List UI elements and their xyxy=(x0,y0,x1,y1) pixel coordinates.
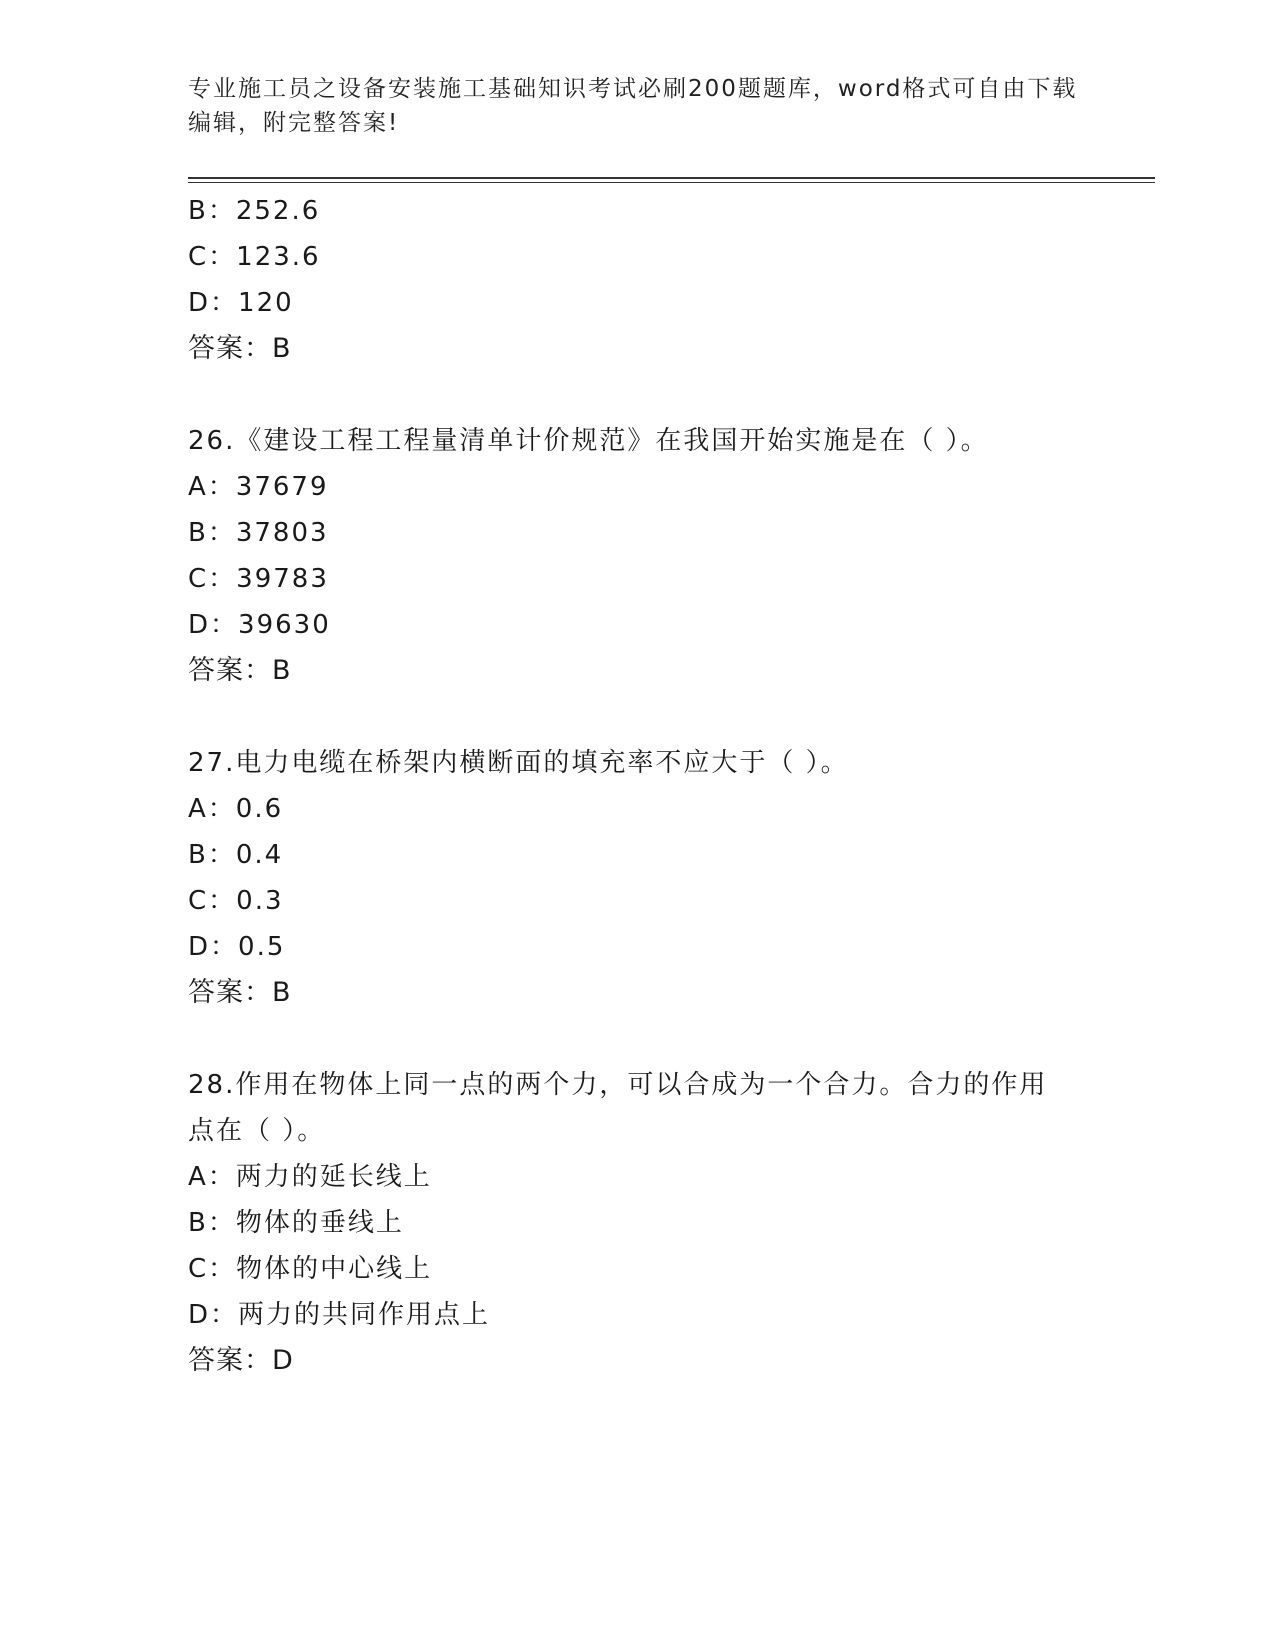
option-b: B：37803 xyxy=(188,518,329,548)
question-text-line-1: 28.作用在物体上同一点的两个力，可以合成为一个合力。合力的作用 xyxy=(188,1070,1048,1100)
answer-label: 答案：B xyxy=(188,977,292,1008)
option-b: B：0.4 xyxy=(188,840,284,870)
option-c: C：123.6 xyxy=(188,242,321,272)
option-a: A：两力的延长线上 xyxy=(188,1162,432,1192)
option-c: C：39783 xyxy=(188,564,329,594)
option-d: D：120 xyxy=(188,288,294,318)
option-c: C：0.3 xyxy=(188,886,284,916)
question-text: 27.电力电缆在桥架内横断面的填充率不应大于（ ）。 xyxy=(188,748,849,778)
option-c: C：物体的中心线上 xyxy=(188,1254,433,1284)
question-list xyxy=(188,188,1128,1384)
header-divider-thick xyxy=(188,177,1155,179)
header-title-line-1: 专业施工员之设备安装施工基础知识考试必刷200题题库，word格式可自由下载 xyxy=(188,76,1078,102)
answer-label: 答案：B xyxy=(188,655,292,686)
page-header xyxy=(188,72,1088,140)
option-d: D：0.5 xyxy=(188,932,286,962)
header-title-line-2: 编辑，附完整答案! xyxy=(188,110,400,136)
option-d: D：两力的共同作用点上 xyxy=(188,1300,491,1330)
option-a: A：37679 xyxy=(188,472,329,502)
question-block-28 xyxy=(188,1062,1128,1384)
answer-label: 答案：B xyxy=(188,333,292,364)
question-text: 26.《建设工程工程量清单计价规范》在我国开始实施是在（ ）。 xyxy=(188,426,989,456)
question-block-27 xyxy=(188,740,1128,1016)
spacer xyxy=(188,694,1128,740)
option-a: A：0.6 xyxy=(188,794,284,824)
answer-label: 答案：D xyxy=(188,1345,294,1376)
header-divider-thin xyxy=(188,182,1155,183)
question-block-26 xyxy=(188,418,1128,694)
spacer xyxy=(188,1016,1128,1062)
question-block-25 xyxy=(188,188,1128,372)
question-text-line-2: 点在（ ）。 xyxy=(188,1116,326,1146)
option-b: B：252.6 xyxy=(188,196,321,226)
option-b: B：物体的垂线上 xyxy=(188,1208,404,1238)
option-d: D：39630 xyxy=(188,610,331,640)
spacer xyxy=(188,372,1128,418)
